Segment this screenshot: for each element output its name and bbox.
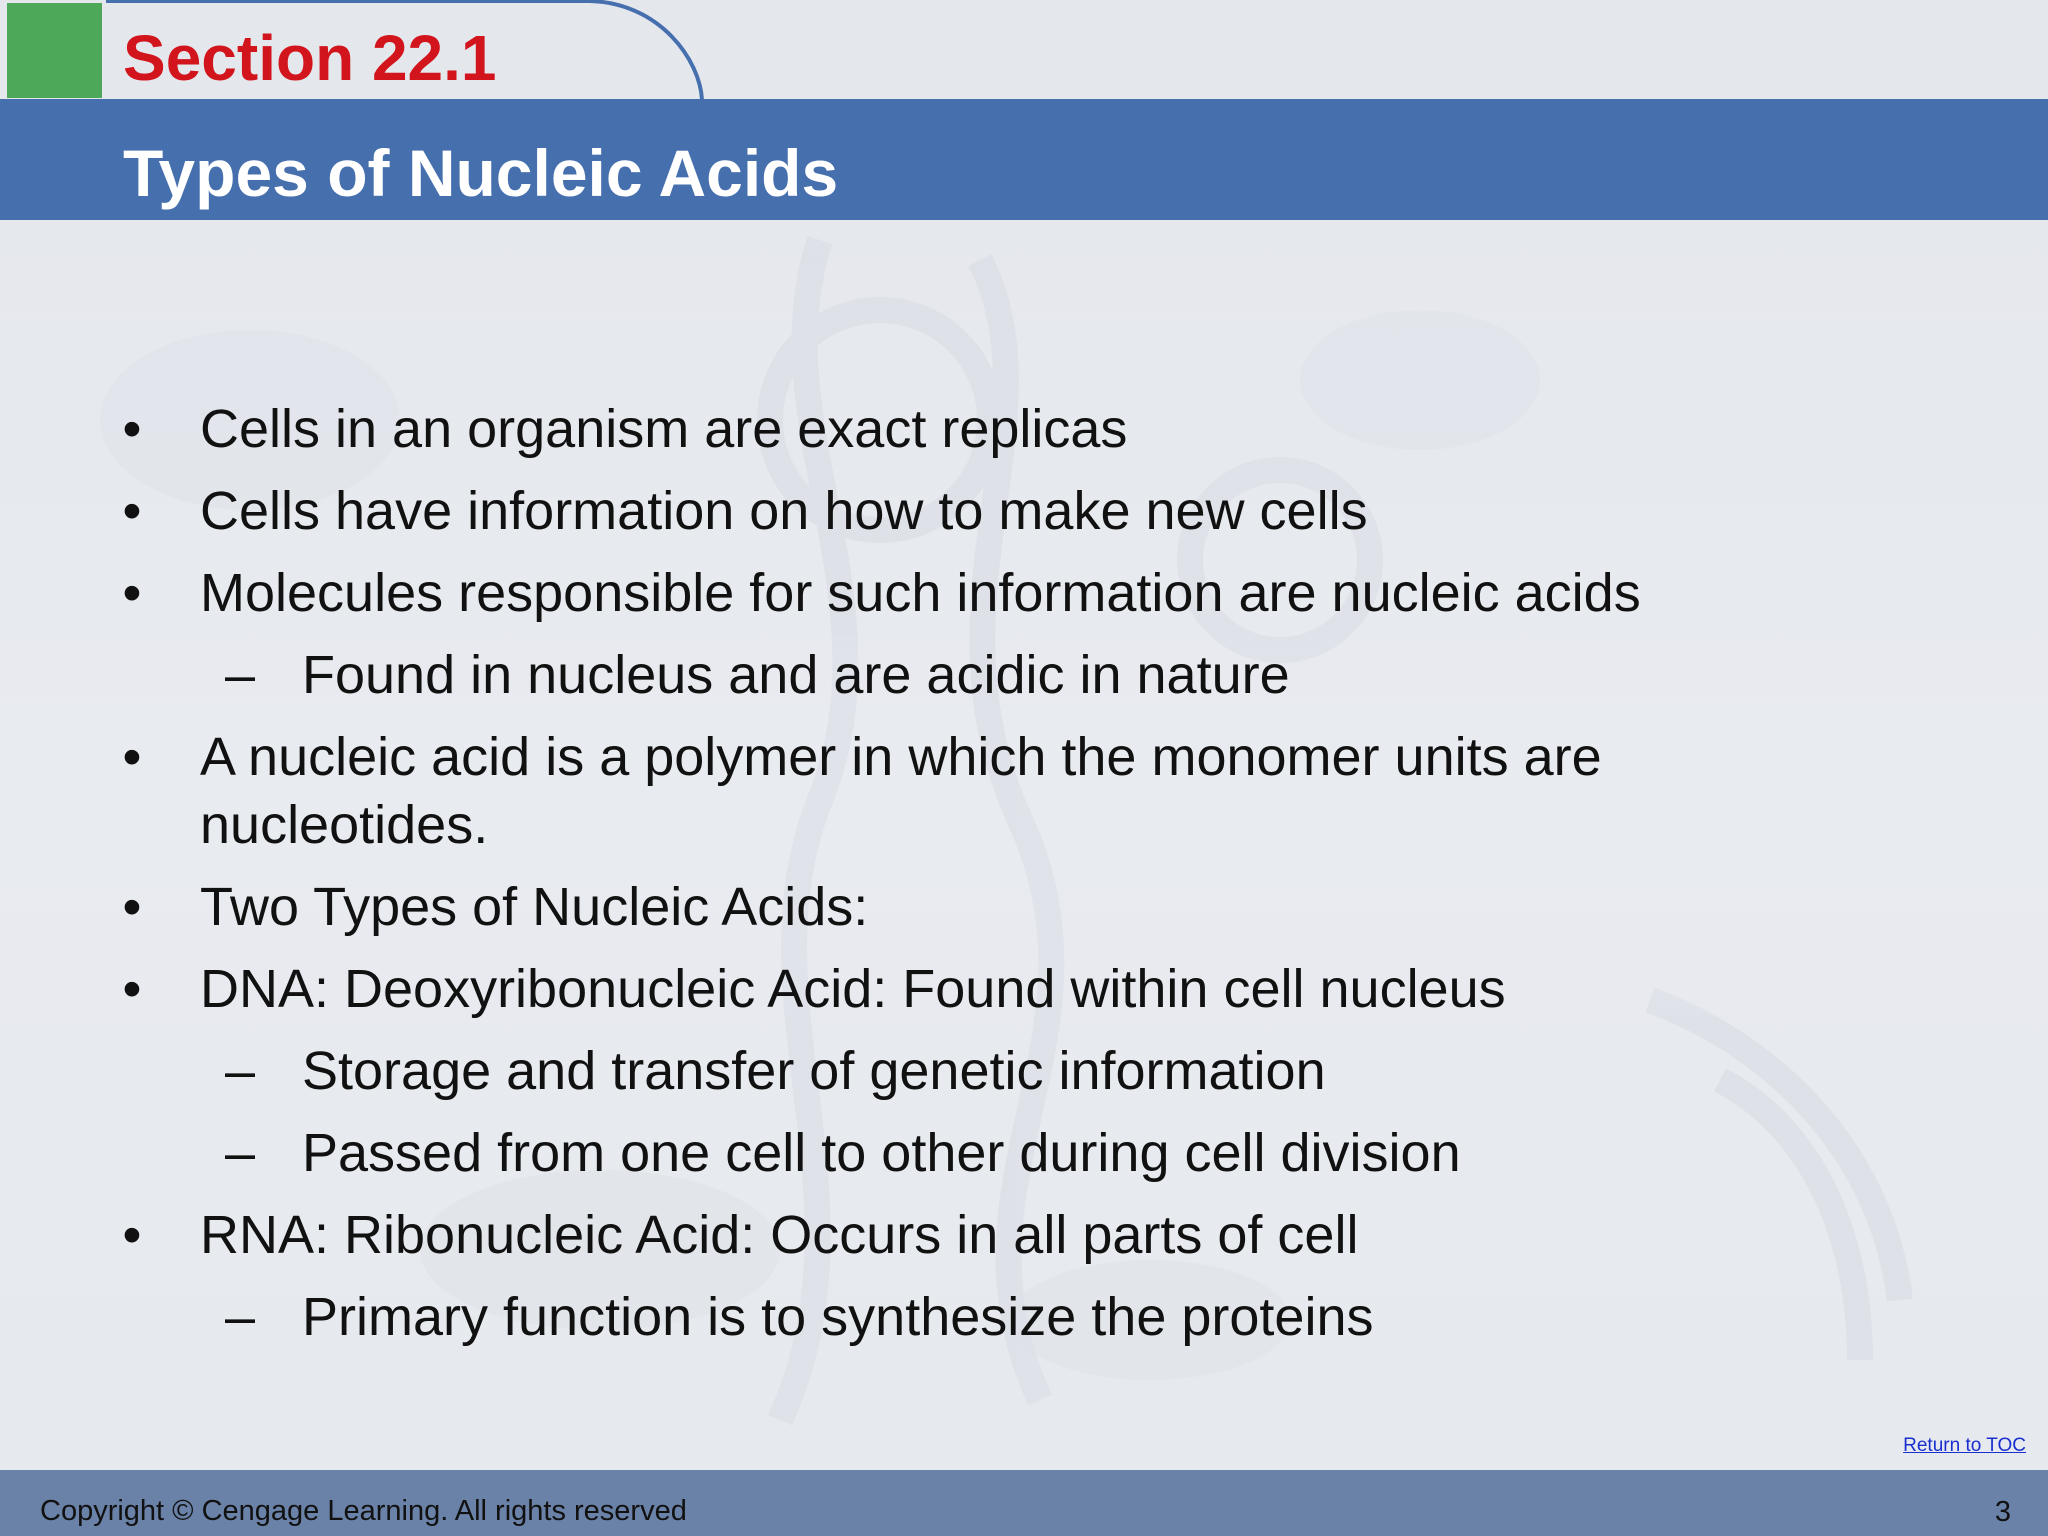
copyright-text: Copyright © Cengage Learning. All rights reserved — [40, 1495, 687, 1527]
bullet-text: Found in nucleus and are acidic in nature — [302, 645, 1290, 705]
bullet-marker: • — [122, 399, 142, 459]
bullet-text: Cells in an organism are exact replicas — [200, 399, 1128, 459]
bullet-text: DNA: Deoxyribonucleic Acid: Found within cell nucleus — [200, 959, 1506, 1019]
dash-marker: – — [224, 645, 256, 705]
dash-marker: – — [224, 1123, 256, 1183]
bullet-text: nucleotides. — [200, 795, 489, 855]
dash-marker: – — [224, 1041, 256, 1101]
section-label: Section 22.1 — [123, 22, 497, 94]
bullet-text: Cells have information on how to make new cells — [200, 481, 1368, 541]
bullet-text: Primary function is to synthesize the proteins — [302, 1287, 1374, 1347]
bullet-marker: • — [122, 959, 142, 1019]
bullet-marker: • — [122, 727, 142, 787]
page-number: 3 — [1994, 1496, 2011, 1528]
bullet-text: Two Types of Nucleic Acids: — [200, 877, 869, 937]
title-bar — [0, 99, 2048, 220]
accent-square — [7, 3, 102, 98]
footer-bar — [0, 1470, 2048, 1536]
bullet-text: Storage and transfer of genetic information — [302, 1041, 1326, 1101]
bullet-text: A nucleic acid is a polymer in which the monomer units are — [200, 727, 1602, 787]
bullet-marker: • — [122, 1205, 142, 1265]
slide-title: Types of Nucleic Acids — [123, 136, 839, 210]
bullet-text: Molecules responsible for such information are nucleic acids — [200, 563, 1641, 623]
bullet-marker: • — [122, 877, 142, 937]
bullet-text: Passed from one cell to other during cell division — [302, 1123, 1461, 1183]
dash-marker: – — [224, 1287, 256, 1347]
bullet-marker: • — [122, 481, 142, 541]
return-to-toc-link[interactable]: Return to TOC — [1903, 1435, 2026, 1456]
bullet-marker: • — [122, 563, 142, 623]
bullet-text: RNA: Ribonucleic Acid: Occurs in all parts of cell — [200, 1205, 1359, 1265]
